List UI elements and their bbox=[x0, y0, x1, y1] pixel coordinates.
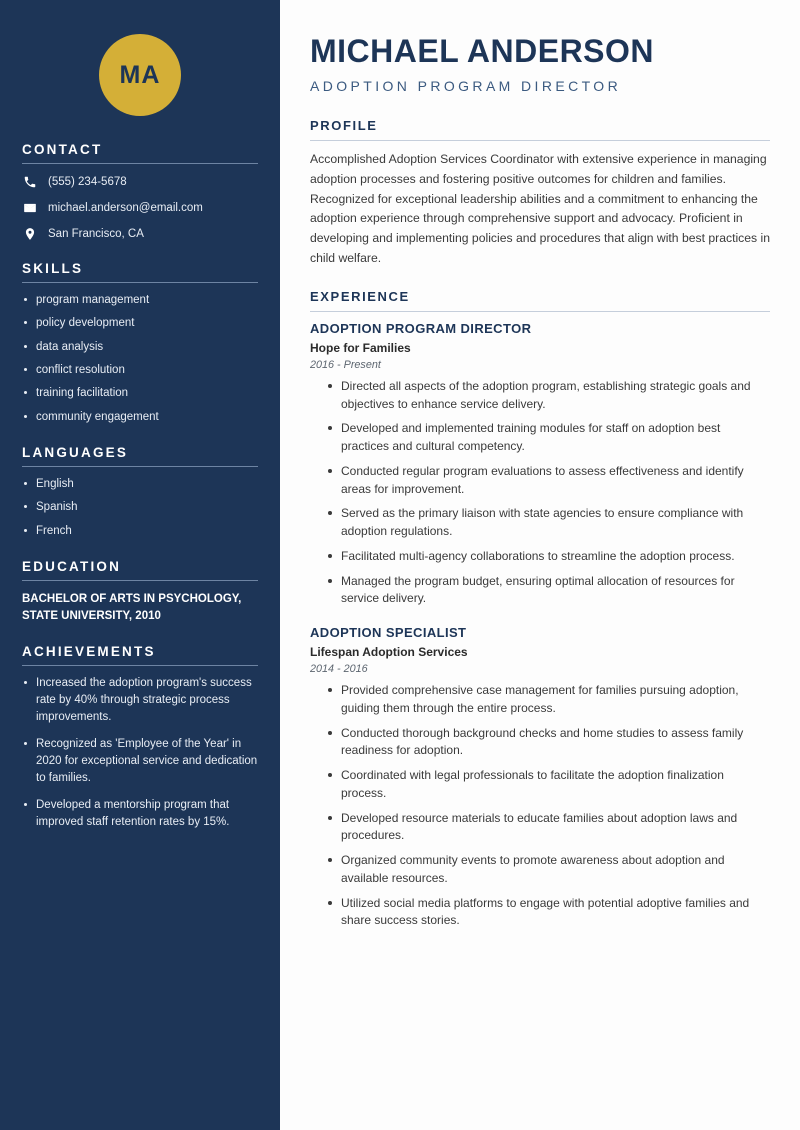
list-item: training facilitation bbox=[22, 385, 258, 401]
job-title-subtitle: ADOPTION PROGRAM DIRECTOR bbox=[310, 78, 622, 95]
contact-item-location[interactable] bbox=[22, 226, 258, 241]
list-item: Increased the adoption program's success rate by 40% through strategic process improvements. bbox=[22, 675, 258, 725]
list-item: Facilitated multi-agency collaborations to streamline the adoption process. bbox=[328, 548, 770, 566]
list-item: Developed and implemented training modules for staff on adoption best practices and cultural competency. bbox=[328, 420, 770, 456]
list-item: Conducted thorough background checks and home studies to assess family readiness for adoption. bbox=[328, 725, 770, 761]
contact-value-email: michael.anderson@email.com bbox=[48, 201, 203, 214]
languages-section-title: LANGUAGES bbox=[22, 445, 258, 467]
job-role: ADOPTION SPECIALIST bbox=[310, 625, 467, 641]
contact-value-phone: (555) 234-5678 bbox=[48, 175, 127, 188]
profile-section bbox=[310, 118, 770, 269]
contact-item-phone[interactable] bbox=[22, 174, 258, 189]
list-item: program management bbox=[22, 292, 258, 308]
job-responsibilities bbox=[310, 682, 770, 930]
education-section bbox=[22, 559, 258, 624]
job-company: Hope for Families bbox=[310, 340, 411, 355]
contact-section-title: CONTACT bbox=[22, 142, 258, 164]
list-item: Conducted regular program evaluations to assess effectiveness and identify areas for improvement. bbox=[328, 463, 770, 499]
skills-section bbox=[22, 261, 258, 425]
languages-section bbox=[22, 445, 258, 539]
list-item: Recognized as 'Employee of the Year' in 2020 for exceptional service and dedication to families. bbox=[22, 736, 258, 786]
list-item: Served as the primary liaison with state agencies to ensure compliance with adoption regulations. bbox=[328, 505, 770, 541]
list-item: data analysis bbox=[22, 339, 258, 355]
contact-value-location: San Francisco, CA bbox=[48, 227, 144, 240]
phone-icon bbox=[22, 174, 37, 189]
list-item: Spanish bbox=[22, 499, 258, 515]
experience-entry bbox=[310, 625, 770, 930]
achievements-list bbox=[22, 675, 258, 830]
job-dates: 2016 - Present bbox=[310, 358, 381, 371]
location-pin-icon bbox=[22, 226, 37, 241]
main-content bbox=[280, 0, 800, 1130]
job-company: Lifespan Adoption Services bbox=[310, 645, 468, 660]
experience-entry bbox=[310, 321, 770, 608]
list-item: Utilized social media platforms to engage with potential adoptive families and share success stories. bbox=[328, 895, 770, 931]
email-icon bbox=[22, 200, 37, 215]
contact-section bbox=[22, 142, 258, 241]
page-title: MICHAEL ANDERSON bbox=[310, 33, 655, 69]
avatar: MA bbox=[99, 34, 181, 116]
list-item: conflict resolution bbox=[22, 362, 258, 378]
education-entry: BACHELOR OF ARTS IN PSYCHOLOGY, STATE UNIVERSITY, 2010 bbox=[22, 592, 242, 622]
experience-section-title: EXPERIENCE bbox=[310, 289, 770, 312]
job-responsibilities bbox=[310, 378, 770, 608]
profile-text: Accomplished Adoption Services Coordinator with extensive experience in managing adoption processes and fostering positive outcomes for children and families. Recognized for exceptional leadership abilities and a commitment to enhancing the adoption experience through comprehensive support and advocacy. Proficient in developing and implementing policies and procedures that align with best practices in child welfare. bbox=[310, 152, 771, 266]
experience-section bbox=[310, 289, 770, 930]
list-item: English bbox=[22, 476, 258, 492]
skills-list bbox=[22, 292, 258, 425]
list-item: French bbox=[22, 523, 258, 539]
job-role: ADOPTION PROGRAM DIRECTOR bbox=[310, 320, 532, 336]
list-item: community engagement bbox=[22, 409, 258, 425]
list-item: Organized community events to promote awareness about adoption and available resources. bbox=[328, 852, 770, 888]
job-dates: 2014 - 2016 bbox=[310, 663, 368, 676]
profile-section-title: PROFILE bbox=[310, 118, 770, 141]
achievements-section bbox=[22, 644, 258, 830]
education-section-title: EDUCATION bbox=[22, 559, 258, 581]
avatar-container bbox=[22, 0, 258, 142]
sidebar bbox=[0, 0, 280, 1130]
contact-list bbox=[22, 174, 258, 241]
skills-section-title: SKILLS bbox=[22, 261, 258, 283]
languages-list bbox=[22, 476, 258, 539]
achievements-section-title: ACHIEVEMENTS bbox=[22, 644, 258, 666]
list-item: Developed resource materials to educate families about adoption laws and procedures. bbox=[328, 810, 770, 846]
list-item: Directed all aspects of the adoption program, establishing strategic goals and objectives to enhance service delivery. bbox=[328, 378, 770, 414]
list-item: Coordinated with legal professionals to facilitate the adoption finalization process. bbox=[328, 767, 770, 803]
list-item: Developed a mentorship program that improved staff retention rates by 15%. bbox=[22, 797, 258, 830]
contact-item-email[interactable] bbox=[22, 200, 258, 215]
list-item: Provided comprehensive case management for families pursuing adoption, guiding them through the entire process. bbox=[328, 682, 770, 718]
list-item: policy development bbox=[22, 315, 258, 331]
list-item: Managed the program budget, ensuring optimal allocation of resources for service delivery. bbox=[328, 573, 770, 609]
